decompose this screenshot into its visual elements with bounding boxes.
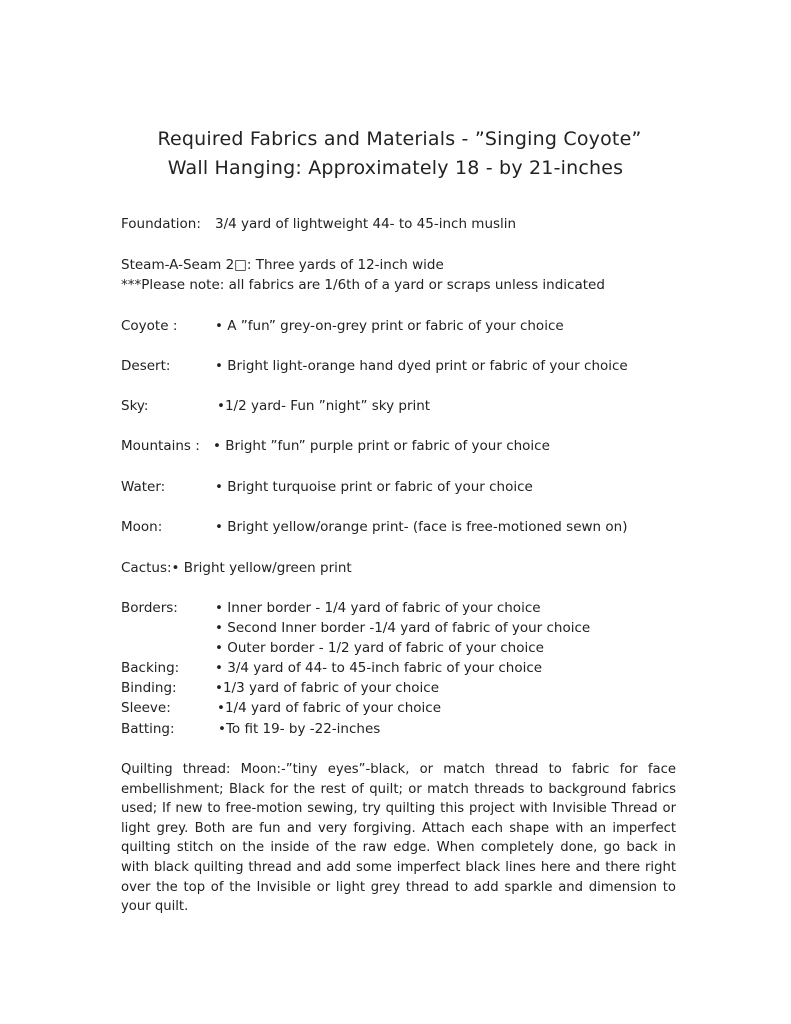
border-line: • Inner border - 1/4 yard of fabric of your choice <box>215 600 541 616</box>
material-label: Coyote : <box>121 318 178 334</box>
fabric-note: ***Please note: all fabrics are 1/6th of a yard or scraps unless indicated <box>121 277 605 293</box>
material-label: Desert: <box>121 358 171 374</box>
steam-a-seam-line: Steam-A-Seam 2□: Three yards of 12-inch wide <box>121 257 444 273</box>
material-value: •1/3 yard of fabric of your choice <box>215 680 439 696</box>
borders-label: Borders: <box>121 600 178 616</box>
quilting-thread-paragraph: Quilting thread: Moon:-”tiny eyes”-black, or match thread to fabric for face embellishment; Black for the rest of quilt; or match threads to background fabrics used; If new to free-motion sewing, try quilting this project with Invisible Thread or light grey. Both are fun and very forgiving. Attach each shape with an imperfect quilting stitch on the inside of the raw edge. When completely done, go back in with black quilting thread and add some imperfect black lines here and there right over the top of the Invisible or light grey thread to add sparkle and dimension to your quilt. <box>121 762 676 915</box>
page-title: Required Fabrics and Materials - ”Singing Coyote” <box>157 128 642 150</box>
material-row-binding <box>121 680 439 696</box>
material-label: Water: <box>121 479 166 495</box>
material-label: Binding: <box>121 680 177 696</box>
border-line: • Outer border - 1/2 yard of fabric of your choice <box>215 640 544 656</box>
material-label: Batting: <box>121 721 175 737</box>
material-row-batting <box>121 721 381 737</box>
material-value: • Bright yellow/orange print- (face is free-motioned sewn on) <box>215 519 628 535</box>
material-row-coyote <box>121 318 564 334</box>
foundation-label: Foundation: <box>121 216 201 232</box>
material-label: Mountains : <box>121 438 200 454</box>
foundation-row <box>121 216 517 232</box>
material-label: Sky: <box>121 398 149 414</box>
border-line: • Second Inner border -1/4 yard of fabric of your choice <box>215 620 591 636</box>
borders-row <box>121 600 541 616</box>
material-label: Backing: <box>121 660 180 676</box>
page-subtitle: Wall Hanging: Approximately 18 - by 21-inches <box>167 157 624 179</box>
material-value: • A ”fun” grey-on-grey print or fabric of your choice <box>215 318 564 334</box>
material-label: Moon: <box>121 519 163 535</box>
material-row-sky <box>121 398 431 414</box>
material-row-water <box>121 479 533 495</box>
material-row-moon <box>121 519 628 535</box>
material-value: • Bright light-orange hand dyed print or fabric of your choice <box>215 358 628 374</box>
material-value: • Bright turquoise print or fabric of your choice <box>215 479 533 495</box>
material-value: • Bright ”fun” purple print or fabric of your choice <box>213 438 550 454</box>
material-value: •1/2 yard- Fun ”night” sky print <box>217 398 431 414</box>
material-value: •1/4 yard of fabric of your choice <box>217 700 441 716</box>
material-row-sleeve <box>121 700 441 716</box>
material-label: Sleeve: <box>121 700 171 716</box>
material-value: • 3/4 yard of 44- to 45-inch fabric of your choice <box>215 660 543 676</box>
material-row-cactus: Cactus:• Bright yellow/green print <box>121 560 352 576</box>
material-row-mountains <box>121 438 550 454</box>
material-row-backing <box>121 660 543 676</box>
foundation-value: 3/4 yard of lightweight 44- to 45-inch muslin <box>215 216 517 232</box>
material-value: •To fit 19- by -22-inches <box>218 721 381 737</box>
material-row-desert <box>121 358 628 374</box>
